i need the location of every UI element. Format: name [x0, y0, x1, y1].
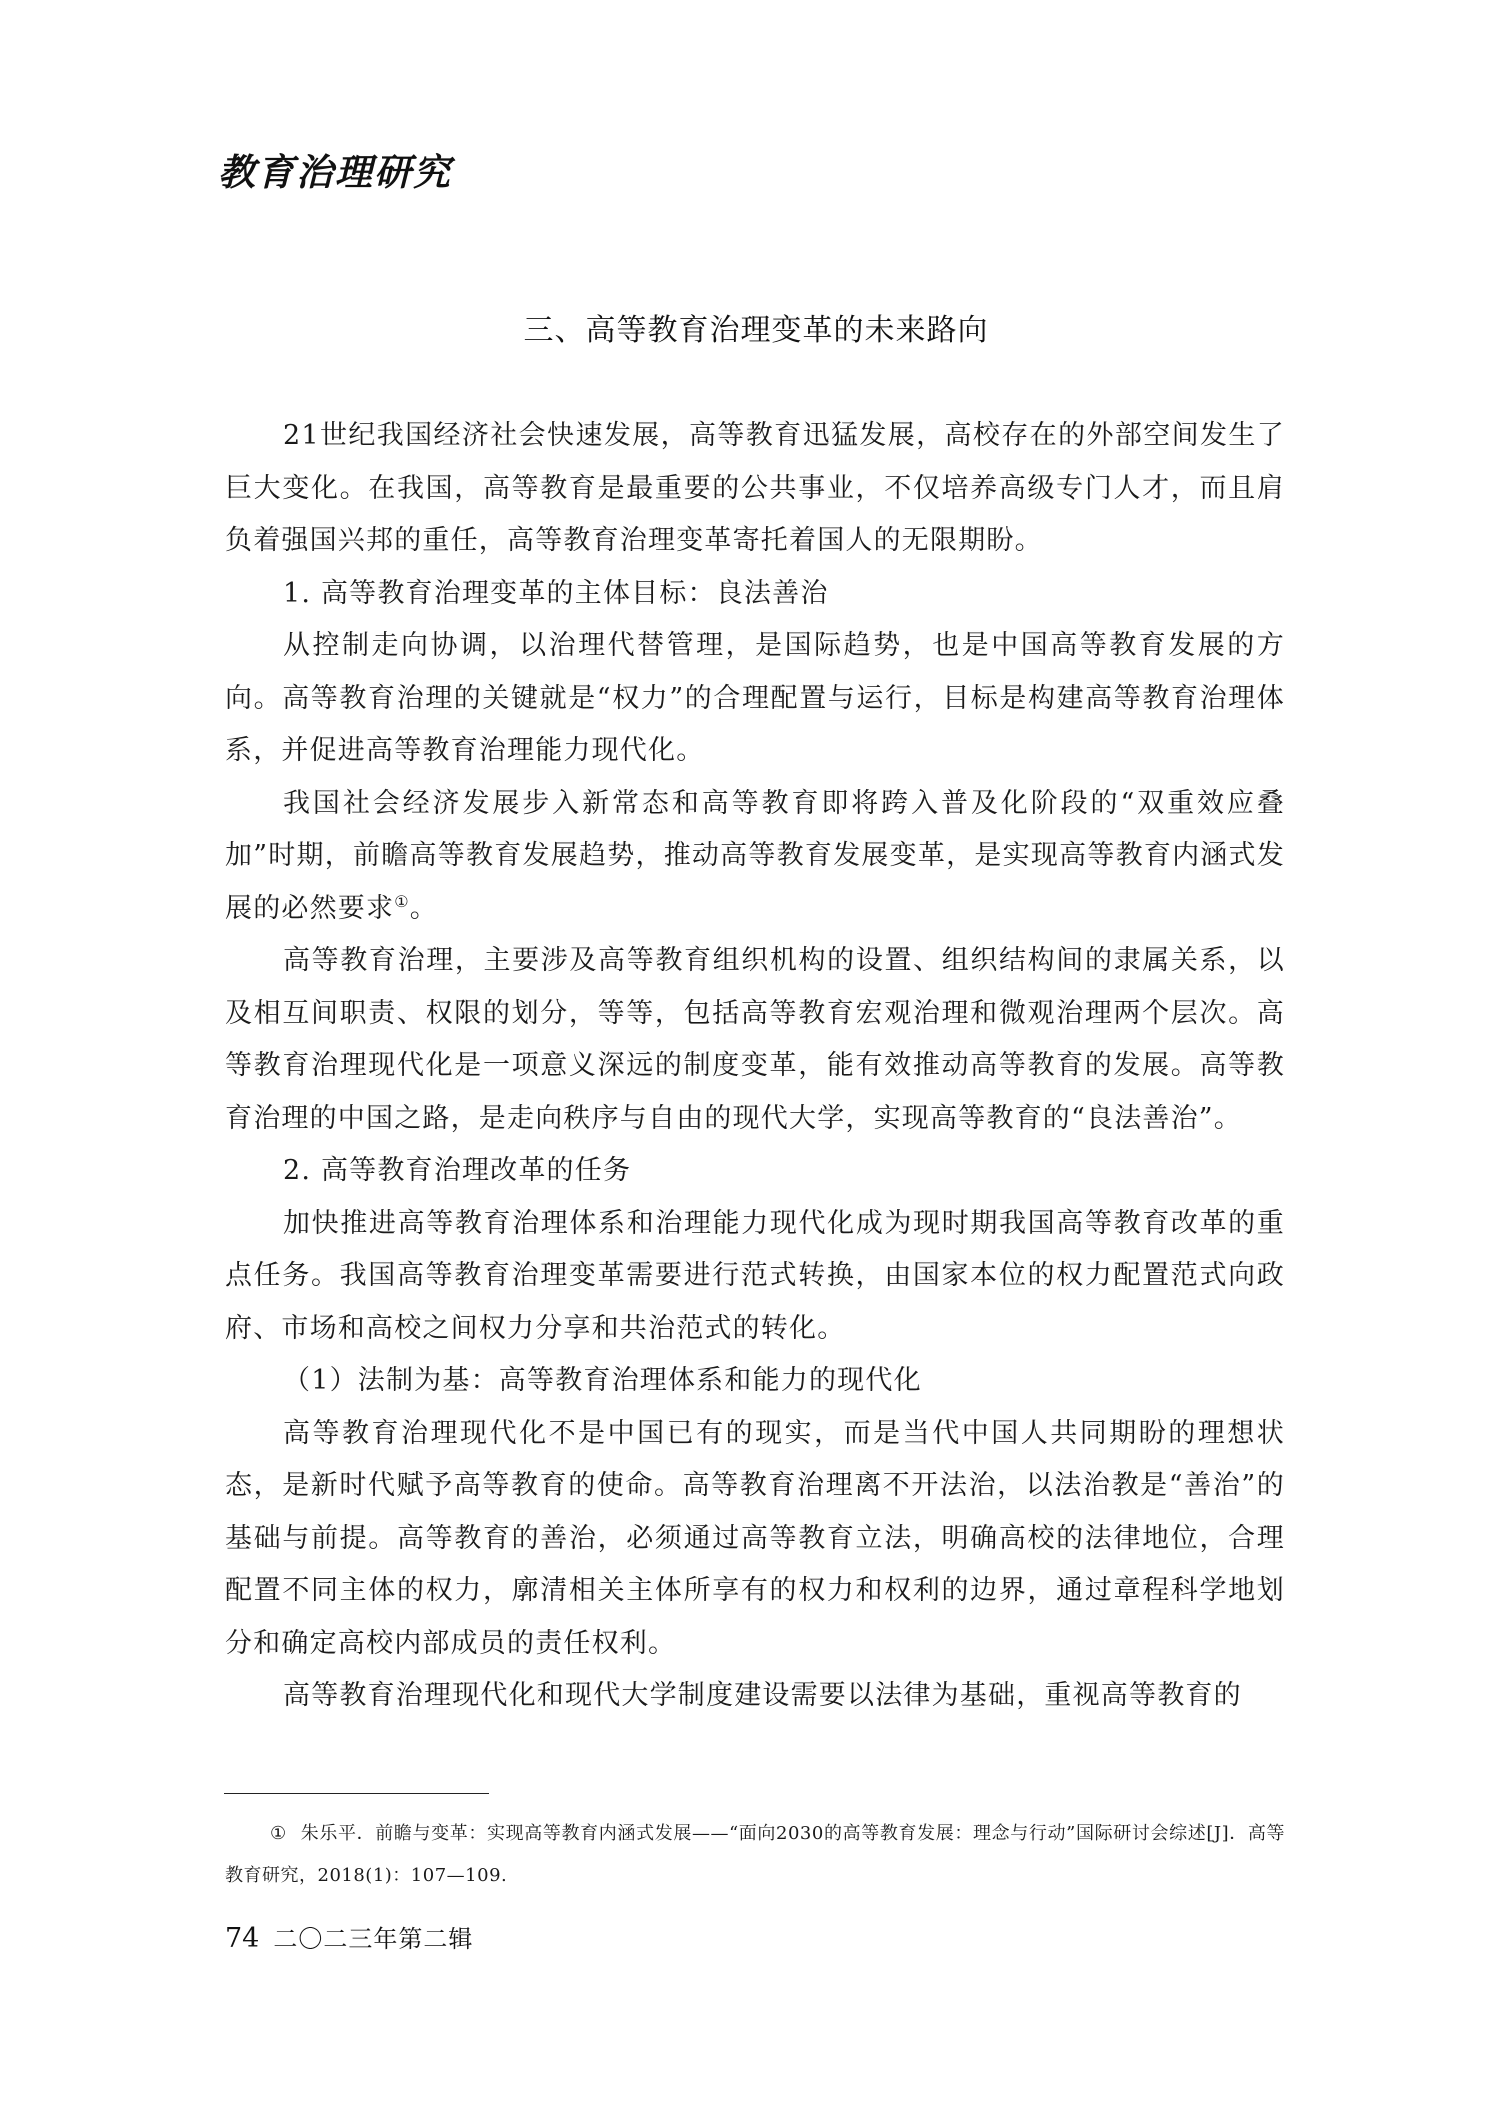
paragraph: 高等教育治理现代化和现代大学制度建设需要以法律为基础，重视高等教育的: [283, 1680, 1242, 1711]
page-folio: [225, 1919, 473, 1954]
footnote-text: 朱乐平．前瞻与变革：实现高等教育内涵式发展——“面向2030的高等教育发展：理念与行动”国际研讨会综述[J]．高等教育研究，2018(1)：107—109.: [225, 1823, 1285, 1886]
body-text: [225, 410, 1285, 1723]
subheading-1: 1. 高等教育治理变革的主体目标：良法善治: [283, 577, 829, 609]
running-head-title: 教育治理研究: [218, 150, 452, 194]
section-title: 三、高等教育治理变革的未来路向: [523, 313, 989, 348]
subheading-2: 2. 高等教育治理改革的任务: [283, 1155, 632, 1186]
paragraph-with-footnote: [225, 778, 1285, 936]
footnote-divider: [224, 1793, 489, 1794]
paragraph-tail: 。: [409, 892, 438, 924]
paragraph: 高等教育治理现代化不是中国已有的现实，而是当代中国人共同期盼的理想状态，是新时代赋予高等教育的使命。高等教育治理离不开法治，以法治教是“善治”的基础与前提。高等教育的善治，必须通过高等教育立法，明确高校的法律地位，合理配置不同主体的权力，廓清相关主体所享有的权力和权利的边界，通过章程科学地划分和确定高校内部成员的责任权利。: [225, 1417, 1285, 1659]
footnote-mark: ①: [270, 1823, 287, 1844]
paragraph-text: 我国社会经济发展步入新常态和高等教育即将跨入普及化阶段的“双重效应叠加”时期，前瞻高等教育发展趋势，推动高等教育发展变革，是实现高等教育内涵式发展的必然要求: [225, 787, 1285, 924]
footnote: [225, 1813, 1285, 1897]
footnote-reference: ①: [394, 891, 410, 911]
paragraph: 从控制走向协调，以治理代替管理，是国际趋势，也是中国高等教育发展的方向。高等教育治理的关键就是“权力”的合理配置与运行，目标是构建高等教育治理体系，并促进高等教育治理能力现代化。: [225, 630, 1285, 766]
subheading-3: （1）法制为基：高等教育治理体系和能力的现代化: [283, 1365, 922, 1396]
paragraph: 加快推进高等教育治理体系和治理能力现代化成为现时期我国高等教育改革的重点任务。我国高等教育治理变革需要进行范式转换，由国家本位的权力配置范式向政府、市场和高校之间权力分享和共治范式的转化。: [225, 1207, 1285, 1344]
issue-label: 二〇二三年第二辑: [273, 1925, 474, 1953]
page-number: 74: [225, 1923, 260, 1954]
paragraph: 高等教育治理，主要涉及高等教育组织机构的设置、组织结构间的隶属关系，以及相互间职责、权限的划分，等等，包括高等教育宏观治理和微观治理两个层次。高等教育治理现代化是一项意义深远的制度变革，能有效推动高等教育的发展。高等教育治理的中国之路，是走向秩序与自由的现代大学，实现高等教育的“良法善治”。: [225, 945, 1285, 1134]
paragraph: 21世纪我国经济社会快速发展，高等教育迅猛发展，高校存在的外部空间发生了巨大变化。在我国，高等教育是最重要的公共事业，不仅培养高级专门人才，而且肩负着强国兴邦的重任，高等教育治理变革寄托着国人的无限期盼。: [225, 420, 1285, 556]
